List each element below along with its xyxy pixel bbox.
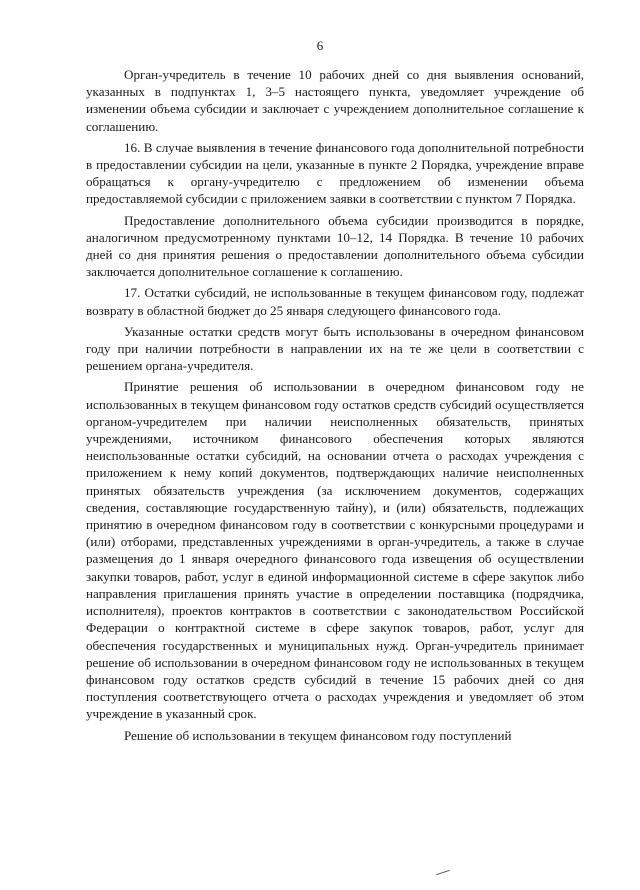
paragraph-remaining-funds: Указанные остатки средств могут быть использованы в очередном финансовом году при наличии потребности в направлении их на те же цели в соответствии с решением органа-учредителя.	[86, 323, 584, 374]
document-body	[86, 66, 584, 748]
paragraph-17: 17. Остатки субсидий, не использованные в текущем финансовом году, подлежат возврату в областной бюджет до 25 января следующего финансового года.	[86, 285, 584, 318]
scan-mark	[436, 870, 450, 875]
paragraph-decision-procedure: Принятие решения об использовании в очередном финансовом году не использованных в текущем финансовом году остатков средств субсидий осуществляется органом-учредителем при наличии неисполненных обязательств, принятых учреждениями, источником финансового обеспечения которых являются неиспользованные остатки субсидий, на основании отчета о расходах учреждения с приложением к нему копий документов, подтверждающих наличие неисполненных принятых обязательств учреждения (за исключением документов, содержащих сведения, составляющие государственную тайну), и (или) обязательств, подлежащих принятию в очередном финансовом году в соответствии с конкурсными процедурами и (или) отборами, представленных учреждениями в орган-учредитель, а также в случае размещения до 1 января очередного финансового года извещения об осуществлении закупки товаров, работ, услуг в единой информационной системе в сфере закупок либо направления приглашения принять участие в определении поставщика (подрядчика, исполнителя), проектов контрактов в соответствии с законодательством Российской Федерации о контрактной системе в сфере закупок товаров, работ, услуг для обеспечения государственных и муниципальных нужд. Орган-учредитель принимает решение об использовании в очередном финансовом году не использованных в текущем финансовом году остатков средств субсидий в течение 15 рабочих дней со дня поступления соответствующего отчета о расходах учреждения и уведомляет об этом учреждение в указанный срок.	[86, 379, 584, 722]
page-number: 6	[316, 38, 324, 53]
paragraph-organ-notification: Орган-учредитель в течение 10 рабочих дней со дня выявления оснований, указанных в подпунктах 1, 3–5 настоящего пункта, уведомляет учреждение об изменении объема субсидии и заключает с учреждением дополнительное соглашение к соглашению.	[86, 67, 584, 134]
paragraph-additional-subsidy: Предоставление дополнительного объема субсидии производится в порядке, аналогичном предусмотренному пунктами 10–12, 14 Порядка. В течение 10 рабочих дней со дня принятия решения о предоставлении дополнительного объема субсидии заключается дополнительное соглашение к соглашению.	[86, 212, 584, 280]
paragraph-16: 16. В случае выявления в течение финансового года дополнительной потребности в предоставлении субсидии на цели, указанные в пункте 2 Порядка, учреждение вправе обращаться к органу-учредителю с предложением об изменении объема предоставляемой субсидии с приложением заявки в соответствии с пунктом 7 Порядка.	[86, 139, 584, 207]
paragraph-decision-current-year: Решение об использовании в текущем финансовом году поступлений	[124, 727, 512, 743]
